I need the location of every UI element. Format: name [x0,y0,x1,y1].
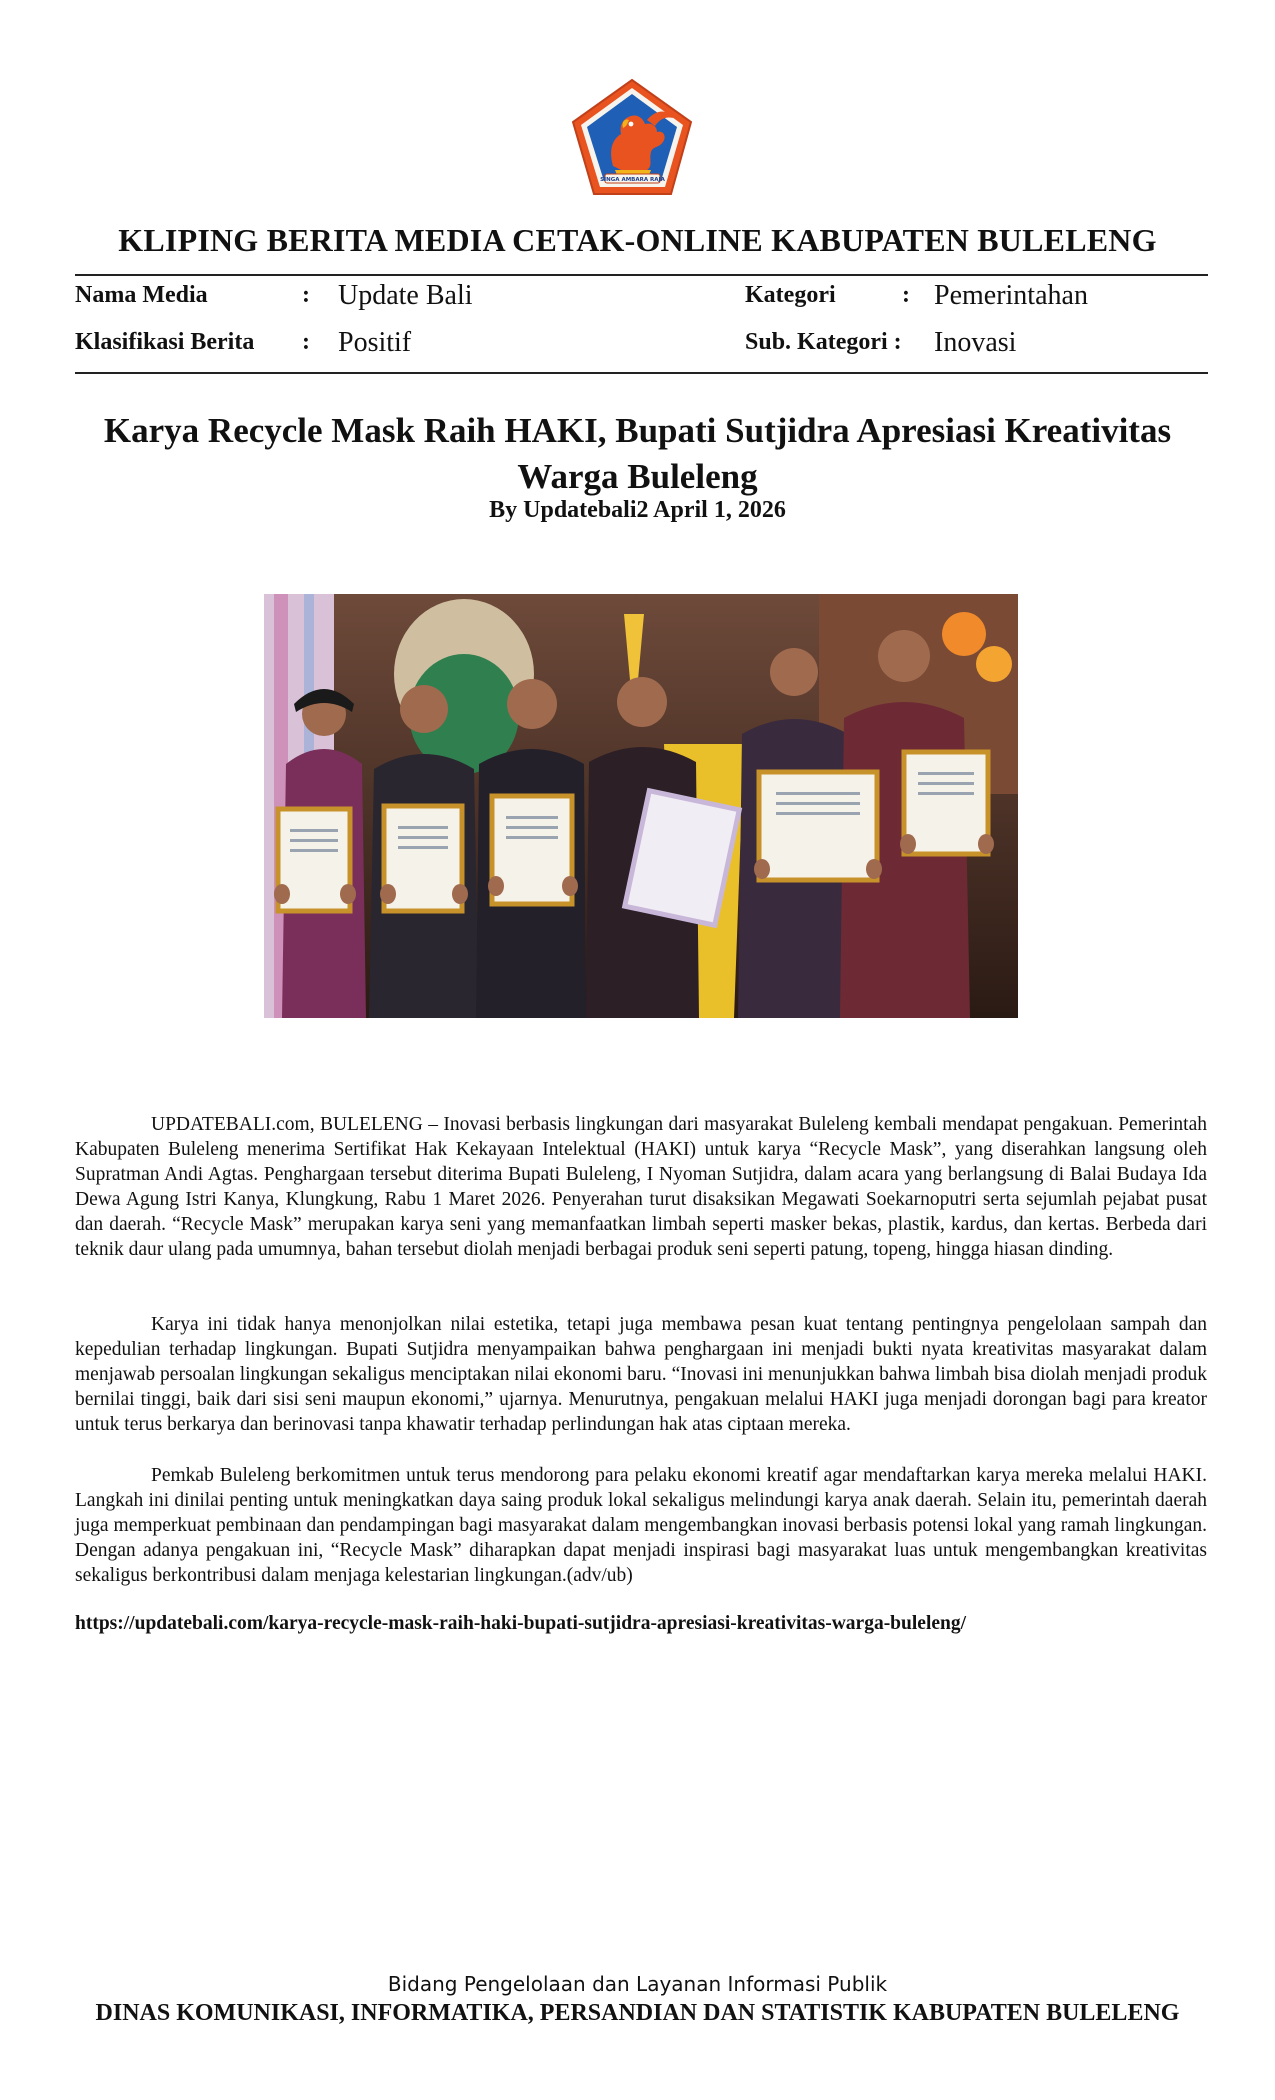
article-paragraph-3: Pemkab Buleleng berkomitmen untuk terus mendorong para pelaku ekonomi kreatif agar mendaftarkan karya mereka melalui HAKI. Langkah ini dinilai penting untuk meningkatkan daya saing produk lokal sekaligus melindungi karya anak daerah. Selain itu, pemerintah daerah juga memperkuat pembinaan dan pendampingan bagi masyarakat dalam mengembangkan inovasi berbasis potensi lokal yang ramah lingkungan. Dengan adanya pengakuan ini, “Recycle Mask” diharapkan dapat menjadi inspirasi bagi masyarakat luas untuk mengembangkan kreativitas sekaligus berkontribusi dalam menjaga kelestarian lingkungan.(adv/ub) [75,1465,1207,1586]
footer-department: DINAS KOMUNIKASI, INFORMATIKA, PERSANDIAN DAN STATISTIK KABUPATEN BULELENG [95,2000,1180,2026]
klasifikasi-label: Klasifikasi Berita [75,329,255,355]
article-paragraph-2: Karya ini tidak hanya menonjolkan nilai estetika, tetapi juga membawa pesan kuat tentang pentingnya pengelolaan sampah dan kepedulian terhadap lingkungan. Bupati Sutjidra menyampaikan bahwa penghargaan ini menjadi bukti nyata kreativitas masyarakat dalam menjawab persoalan lingkungan sekaligus menciptakan nilai ekonomi baru. “Inovasi ini menunjukkan bahwa limbah bisa diolah menjadi produk bernilai tinggi, baik dari sisi seni maupun ekonomi,” ujarnya. Menurutnya, pengakuan melalui HAKI juga menjadi dorongan bagi para kreator untuk terus berkarya dan berinovasi tanpa khawatir terhadap perlindungan hak atas ciptaan mereka. [75,1314,1207,1435]
kategori-colon: : [902,282,910,308]
award-ceremony-photo [264,594,1018,1018]
kategori-value: Pemerintahan [934,280,1088,311]
source-url-link[interactable]: https://updatebali.com/karya-recycle-mask-raih-haki-bupati-sutjidra-apresiasi-kreativitas-warga-buleleng/ [75,1613,967,1634]
sub-kategori-value: Inovasi [934,327,1017,358]
media-colon: : [302,282,310,308]
singa-ambara-raja-crest-icon [565,74,700,202]
article-title: Karya Recycle Mask Raih HAKI, Bupati Sutjidra Apresiasi Kreativitas Warga Buleleng [103,411,1172,496]
article-paragraph-1: UPDATEBALI.com, BULELENG – Inovasi berbasis lingkungan dari masyarakat Buleleng kembali mendapat pengakuan. Pemerintah Kabupaten Buleleng menerima Sertifikat Hak Kekayaan Intelektual (HAKI) untuk karya “Recycle Mask”, yang diserahkan langsung oleh Supratman Andi Agtas. Penghargaan tersebut diterima Bupati Buleleng, I Nyoman Sutjidra, dalam acara yang berlangsung di Balai Budaya Ida Dewa Agung Istri Kanya, Klungkung, Rabu 1 Maret 2026. Penyerahan turut disaksikan Megawati Soekarnoputri serta sejumlah pejabat pusat dan daerah. “Recycle Mask” merupakan karya seni yang memanfaatkan limbah seperti masker bekas, plastik, kardus, dan kertas. Berbeda dari teknik daur ulang pada umumnya, bahan tersebut diolah menjadi berbagai produk seni seperti patung, topeng, hingga hiasan dinding. [75,1114,1207,1260]
klasifikasi-colon: : [302,329,310,355]
article-byline: By Updatebali2 April 1, 2026 [489,497,786,523]
header-rule-top [75,274,1208,276]
sub-kategori-label: Sub. Kategori : [745,329,902,355]
header-rule-bottom [75,372,1208,374]
footer-subtitle: Bidang Pengelolaan dan Layanan Informasi Publik [387,1972,888,1996]
logo-motto: SINGA AMBARA RAJA [600,177,665,183]
klasifikasi-value: Positif [338,327,412,358]
page-title: KLIPING BERITA MEDIA CETAK-ONLINE KABUPATEN BULELENG [118,222,1157,258]
media-value: Update Bali [338,280,473,311]
kategori-label: Kategori [745,282,836,308]
media-label: Nama Media [75,282,208,308]
